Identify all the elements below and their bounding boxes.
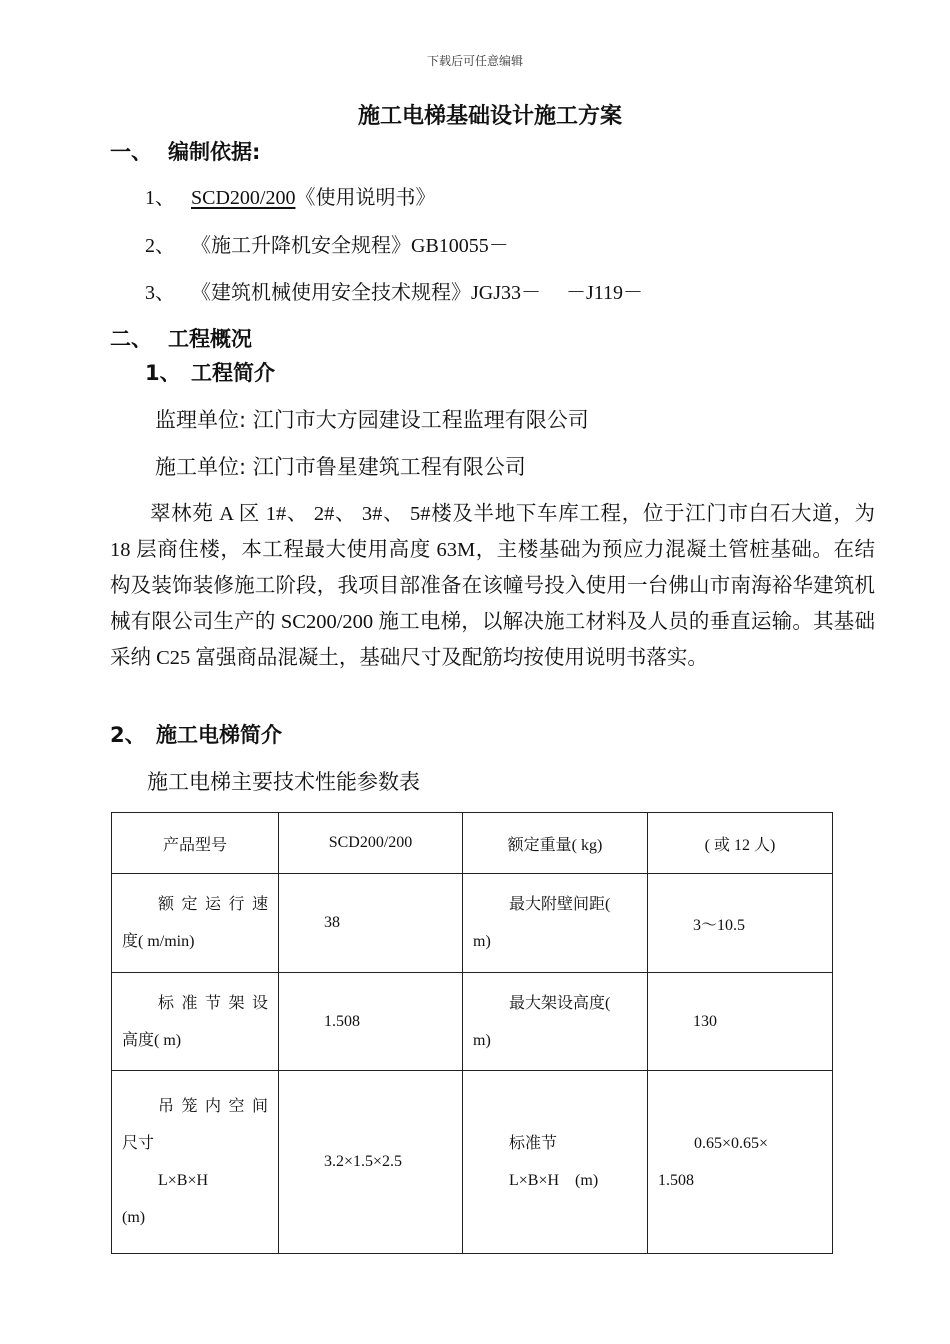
subsection-2-number: 2、 [110, 723, 146, 747]
reference-item-3 [145, 276, 643, 305]
standard-section-label-line1: 标准节 [509, 1135, 558, 1152]
max-height-label-line1: 最大架设高度( [509, 994, 611, 1012]
cell-value-standard-section [648, 1071, 833, 1254]
wall-tie-label-line2: m) [473, 933, 491, 950]
cage-size-label-line4: (m) [122, 1209, 146, 1226]
cell-label-max-height [463, 973, 648, 1071]
cell-label-cage-size [112, 1071, 279, 1254]
speed-label-line1: 额定运行速 [158, 896, 268, 913]
section-height-label-line2: 高度( m) [122, 1031, 182, 1049]
reference-item-1 [145, 181, 435, 210]
standard-section-value-line2: 1.508 [658, 1172, 694, 1189]
subsection-elevator-intro [110, 719, 282, 749]
cage-size-label-line3: L×B×H [158, 1172, 209, 1189]
document-title: 施工电梯基础设计施工方案 [357, 104, 622, 129]
cell-value-rated-load: ( 或 12 人) [648, 813, 833, 874]
supervisor-line: 监理单位: 江门市大方园建设工程监理有限公司 [155, 408, 589, 432]
cell-value-max-height: 130 [648, 973, 833, 1071]
subsection-project-intro [145, 357, 275, 387]
parameters-table [111, 812, 833, 1254]
reference-item-2-text: 《施工升降机安全规程》GB10055－ [191, 235, 509, 257]
standard-section-label-line2: L×B×H (m) [509, 1172, 599, 1189]
table-row [112, 973, 833, 1071]
reference-item-3-text: 《建筑机械使用安全技术规程》JGJ33－ －J119－ [191, 282, 644, 304]
cage-size-label-line1: 吊笼内空间 [158, 1098, 268, 1115]
wall-tie-label-line1: 最大附壁间距( [509, 896, 611, 913]
section1-title: 编制依据: [168, 140, 261, 164]
cell-label-standard-section [463, 1071, 648, 1254]
cell-label-wall-tie [463, 874, 648, 973]
cell-label-rated-load: 额定重量( kg) [463, 813, 648, 874]
section1-heading [110, 136, 260, 166]
cell-value-wall-tie: 3～10.5 [648, 874, 833, 973]
section-height-label-line1: 标准节架设 [158, 994, 268, 1012]
project-description-text: 翠林苑 A 区 1#、 2#、 3#、 5#楼及半地下车库工程，位于江门市白石大道，为 18 层商住楼，本工程最大使用高度 63M，主楼基础为预应力混凝土管桩基础。在结构及装饰装修施工阶段，我项目部准备在该幢号投入使用一台佛山市南海裕华建筑机械有限公司生产的 SC200/200 施工电梯，以解决施工材料及人员的垂直运输。其基础采纳 C25 富强商品混凝土，基础尺寸及配筋均按使用说明书落实。 [110, 503, 875, 669]
cage-size-label-line2: 尺寸 [122, 1135, 155, 1152]
reference-item-1-model: SCD200/200 [191, 187, 296, 209]
section2-heading [110, 323, 252, 353]
cell-value-model: SCD200/200 [279, 813, 463, 874]
reference-item-3-number: 3、 [145, 282, 175, 304]
contractor-line: 施工单位: 江门市鲁星建筑工程有限公司 [155, 455, 526, 479]
section2-title: 工程概况 [168, 327, 252, 351]
subsection-1-number: 1、 [145, 361, 181, 385]
subsection-1-title: 工程简介 [191, 361, 275, 385]
table-row [112, 1071, 833, 1254]
cell-value-section-height: 1.508 [279, 973, 463, 1071]
header-note: 下载后可任意编辑 [426, 54, 523, 68]
table-caption: 施工电梯主要技术性能参数表 [147, 770, 420, 794]
table-row [112, 813, 833, 874]
reference-item-1-text: 《使用说明书》 [295, 187, 436, 209]
cell-label-section-height [112, 973, 279, 1071]
cell-label-speed [112, 874, 279, 973]
table-row [112, 874, 833, 973]
section2-number: 二、 [110, 327, 152, 351]
reference-item-2 [145, 229, 509, 258]
reference-item-2-number: 2、 [145, 235, 175, 257]
cell-value-cage-size: 3.2×1.5×2.5 [279, 1071, 463, 1254]
project-description [110, 496, 875, 676]
standard-section-value-line1: 0.65×0.65× [694, 1135, 769, 1152]
subsection-2-title: 施工电梯简介 [156, 723, 282, 747]
cell-value-speed: 38 [279, 874, 463, 973]
max-height-label-line2: m) [473, 1031, 491, 1049]
speed-label-line2: 度( m/min) [122, 933, 195, 950]
cell-label-model: 产品型号 [112, 813, 279, 874]
section1-number: 一、 [110, 140, 152, 164]
reference-item-1-number: 1、 [145, 187, 175, 209]
